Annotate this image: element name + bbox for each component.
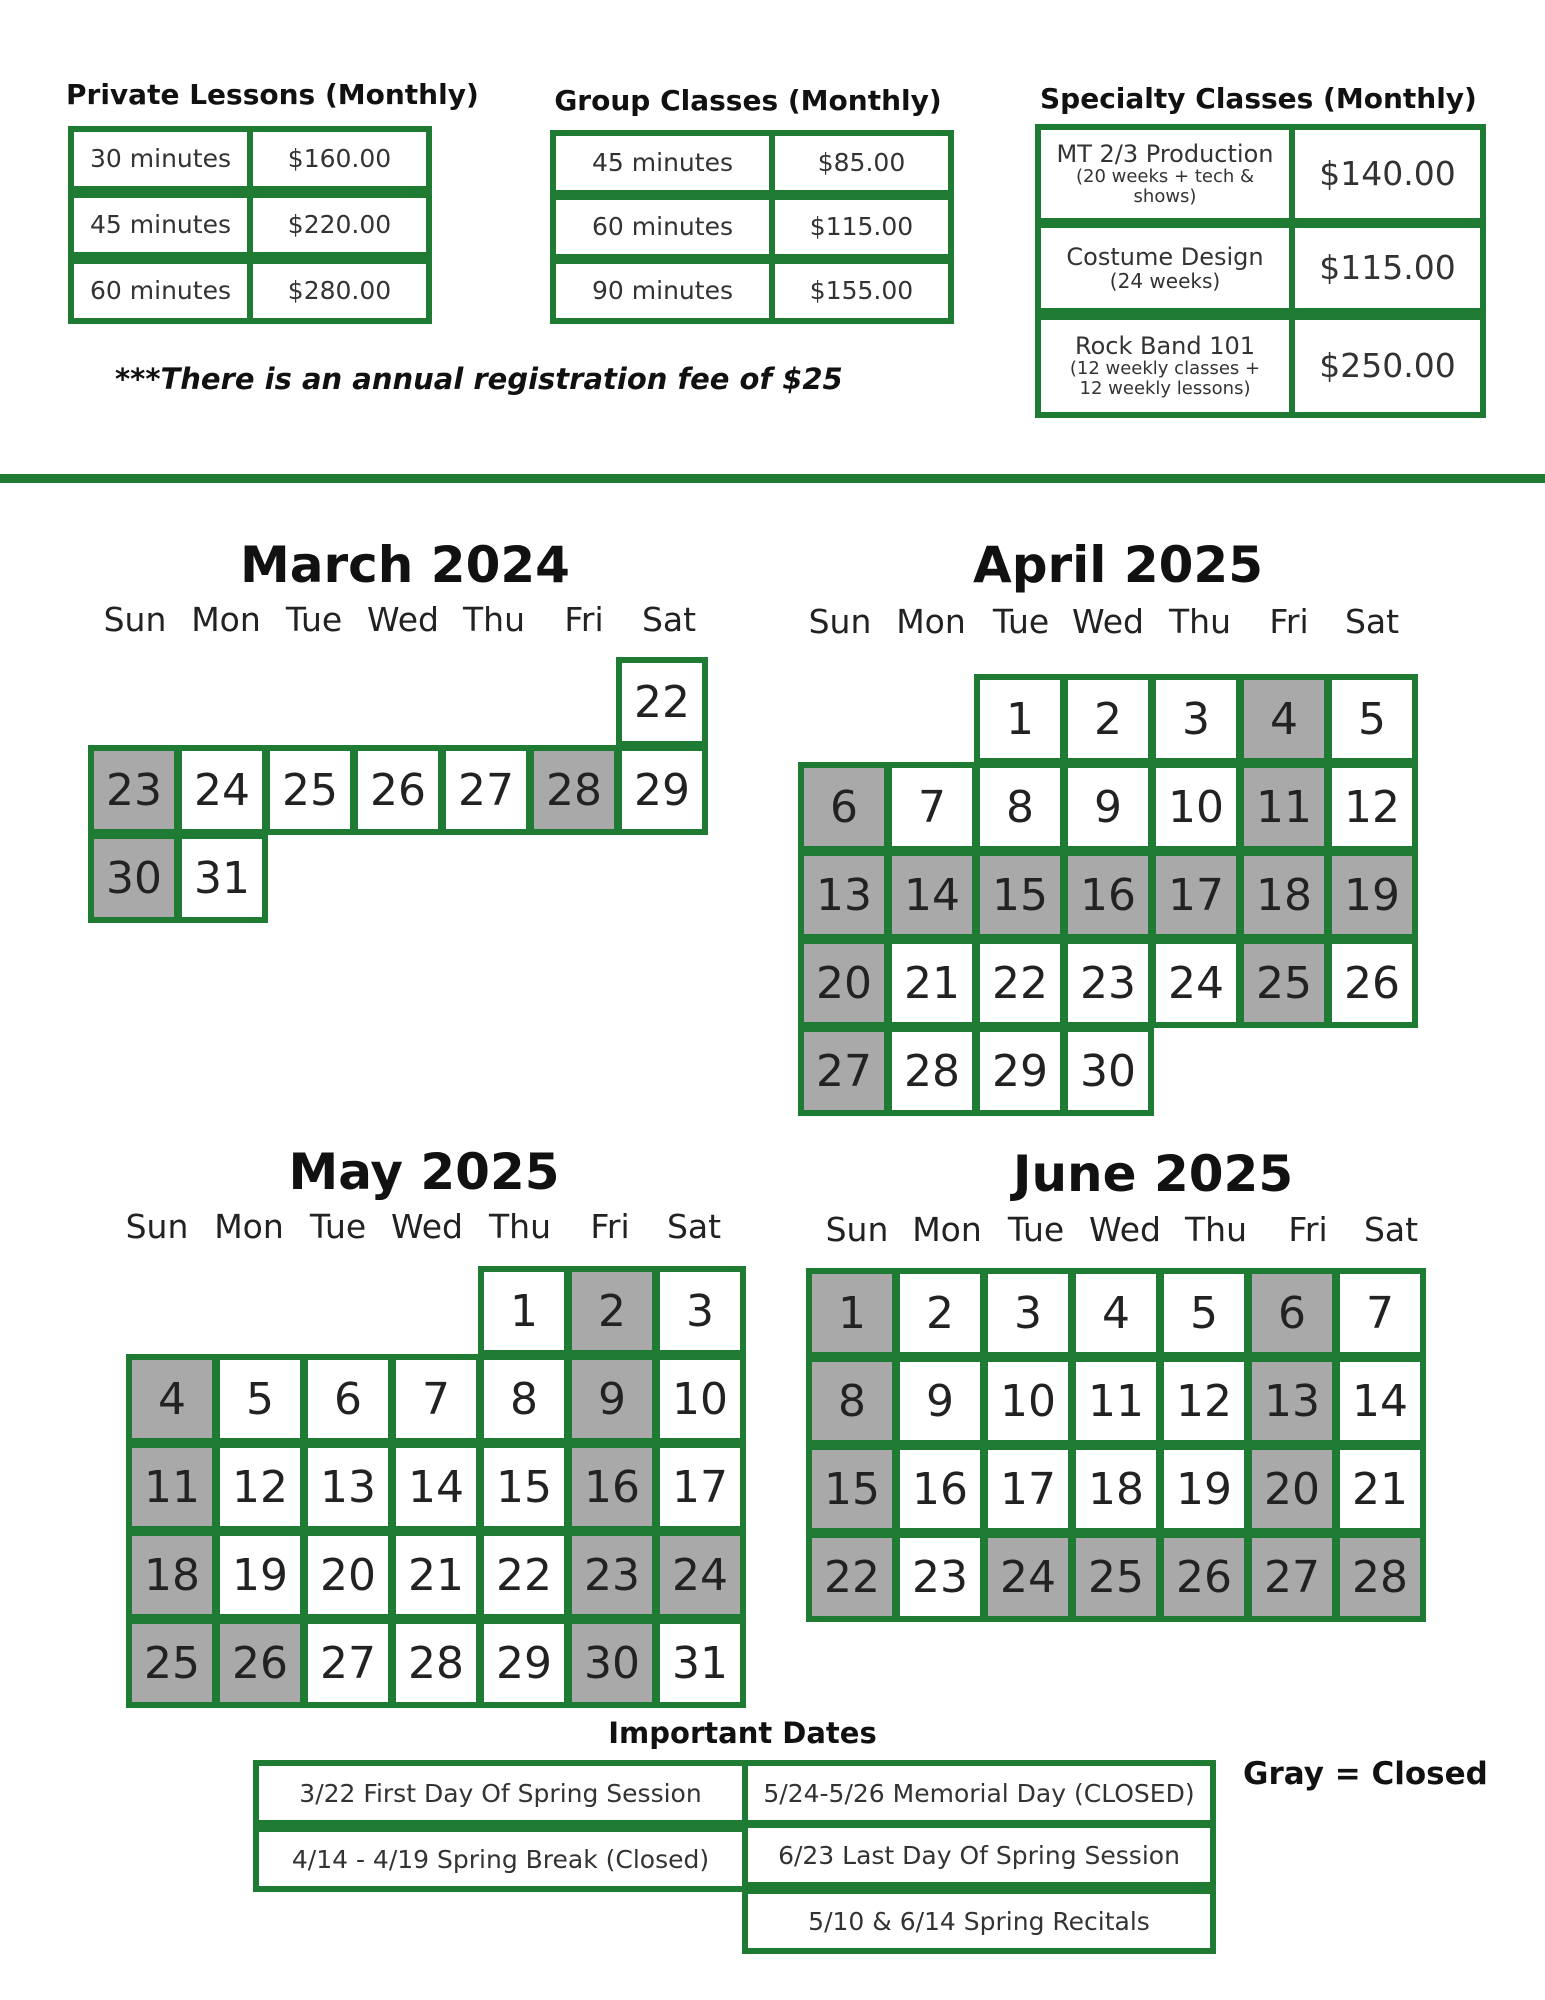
- day-cell-closed: 16: [566, 1442, 658, 1532]
- private-lessons-title: Private Lessons (Monthly): [66, 78, 479, 111]
- specialty-name-cell: [1035, 124, 1295, 224]
- weekday-label: Fri: [1288, 1210, 1328, 1249]
- group-classes-title: Group Classes (Monthly): [554, 84, 942, 117]
- day-cell: 5: [214, 1354, 306, 1444]
- day-cell-closed: 23: [566, 1530, 658, 1620]
- weekday-label: Thu: [1185, 1210, 1247, 1249]
- day-cell-closed: 14: [886, 850, 978, 940]
- important-date-item: 4/14 - 4/19 Spring Break (Closed): [253, 1826, 748, 1892]
- day-cell: 13: [302, 1442, 394, 1532]
- specialty-note: (24 weeks): [1109, 269, 1221, 294]
- private-price-cell: $160.00: [247, 126, 432, 192]
- day-cell-closed: 24: [654, 1530, 746, 1620]
- day-cell-closed: 11: [126, 1442, 218, 1532]
- day-cell: 22: [974, 938, 1066, 1028]
- day-cell: 22: [616, 657, 708, 747]
- weekday-label: Mon: [912, 1210, 982, 1249]
- weekday-label: Wed: [1089, 1210, 1161, 1249]
- day-cell: 31: [654, 1618, 746, 1708]
- weekday-label: Mon: [214, 1207, 284, 1246]
- day-cell-closed: 20: [798, 938, 890, 1028]
- day-cell: 5: [1158, 1268, 1250, 1358]
- group-price-cell: $155.00: [769, 258, 954, 324]
- private-duration-cell: 30 minutes: [68, 126, 253, 192]
- weekday-label: Tue: [309, 1207, 367, 1246]
- day-cell: 12: [1326, 762, 1418, 852]
- day-cell-closed: 24: [982, 1532, 1074, 1622]
- specialty-classes-title: Specialty Classes (Monthly): [1040, 82, 1477, 115]
- weekday-label: Wed: [367, 600, 439, 639]
- day-cell: 17: [982, 1444, 1074, 1534]
- day-cell-closed: 28: [528, 745, 620, 835]
- day-cell-closed: 17: [1150, 850, 1242, 940]
- weekday-label: Thu: [1169, 602, 1231, 641]
- day-cell-closed: 6: [798, 762, 890, 852]
- day-cell-closed: 23: [88, 745, 180, 835]
- specialty-name: Rock Band 101: [1074, 332, 1256, 360]
- day-cell: 8: [478, 1354, 570, 1444]
- day-cell-closed: 4: [126, 1354, 218, 1444]
- day-cell-closed: 20: [1246, 1444, 1338, 1534]
- group-price-cell: $85.00: [769, 130, 954, 196]
- weekday-label: Thu: [463, 600, 525, 639]
- day-cell-closed: 6: [1246, 1268, 1338, 1358]
- day-cell: 15: [478, 1442, 570, 1532]
- day-cell: 7: [1334, 1268, 1426, 1358]
- day-cell-closed: 25: [1070, 1532, 1162, 1622]
- month-title: May 2025: [288, 1143, 560, 1201]
- weekday-label: Sat: [1344, 602, 1400, 641]
- registration-fee-note: ***There is an annual registration fee of $25: [115, 362, 843, 396]
- weekday-label: Sun: [103, 600, 167, 639]
- weekday-label: Sun: [825, 1210, 889, 1249]
- day-cell: 14: [1334, 1356, 1426, 1446]
- specialty-name: MT 2/3 Production: [1056, 140, 1274, 168]
- day-cell: 7: [390, 1354, 482, 1444]
- weekday-label: Sat: [666, 1207, 722, 1246]
- day-cell: 2: [894, 1268, 986, 1358]
- weekday-label: Fri: [1269, 602, 1309, 641]
- group-duration-cell: 60 minutes: [550, 194, 775, 260]
- day-cell: 3: [654, 1266, 746, 1356]
- day-cell: 8: [974, 762, 1066, 852]
- day-cell: 14: [390, 1442, 482, 1532]
- day-cell: 30: [1062, 1026, 1154, 1116]
- day-cell: 16: [894, 1444, 986, 1534]
- weekday-label: Wed: [391, 1207, 463, 1246]
- weekday-label: Fri: [590, 1207, 630, 1246]
- weekday-label: Mon: [896, 602, 966, 641]
- day-cell: 27: [302, 1618, 394, 1708]
- day-cell: 5: [1326, 674, 1418, 764]
- specialty-note: (12 weekly classes + 12 weekly lessons): [1069, 358, 1261, 400]
- day-cell: 23: [894, 1532, 986, 1622]
- day-cell-closed: 19: [1326, 850, 1418, 940]
- specialty-name-cell: [1035, 314, 1295, 418]
- day-cell-closed: 26: [1158, 1532, 1250, 1622]
- day-cell: 29: [974, 1026, 1066, 1116]
- day-cell-closed: 30: [566, 1618, 658, 1708]
- day-cell: 29: [478, 1618, 570, 1708]
- day-cell-closed: 18: [126, 1530, 218, 1620]
- day-cell-closed: 13: [798, 850, 890, 940]
- day-cell: 9: [894, 1356, 986, 1446]
- day-cell: 2: [1062, 674, 1154, 764]
- day-cell: 21: [390, 1530, 482, 1620]
- day-cell-closed: 26: [214, 1618, 306, 1708]
- day-cell: 19: [1158, 1444, 1250, 1534]
- day-cell: 17: [654, 1442, 746, 1532]
- day-cell: 26: [1326, 938, 1418, 1028]
- day-cell: 3: [1150, 674, 1242, 764]
- day-cell-closed: 25: [126, 1618, 218, 1708]
- day-cell: 21: [886, 938, 978, 1028]
- weekday-label: Fri: [564, 600, 604, 639]
- group-duration-cell: 90 minutes: [550, 258, 775, 324]
- day-cell: 24: [1150, 938, 1242, 1028]
- day-cell-closed: 18: [1238, 850, 1330, 940]
- group-price-cell: $115.00: [769, 194, 954, 260]
- day-cell-closed: 15: [974, 850, 1066, 940]
- specialty-price-cell: $250.00: [1289, 314, 1486, 418]
- important-date-item: 3/22 First Day Of Spring Session: [253, 1760, 748, 1826]
- day-cell-closed: 1: [806, 1268, 898, 1358]
- day-cell: 12: [1158, 1356, 1250, 1446]
- private-duration-cell: 60 minutes: [68, 258, 253, 324]
- day-cell: 10: [982, 1356, 1074, 1446]
- day-cell: 6: [302, 1354, 394, 1444]
- private-duration-cell: 45 minutes: [68, 192, 253, 258]
- specialty-price-cell: $140.00: [1289, 124, 1486, 224]
- day-cell: 10: [1150, 762, 1242, 852]
- weekday-label: Tue: [1007, 1210, 1065, 1249]
- day-cell: 20: [302, 1530, 394, 1620]
- day-cell: 27: [440, 745, 532, 835]
- closed-legend: Gray = Closed: [1243, 1756, 1488, 1792]
- day-cell: 23: [1062, 938, 1154, 1028]
- specialty-name-cell: [1035, 222, 1295, 314]
- day-cell-closed: 13: [1246, 1356, 1338, 1446]
- weekday-label: Sun: [808, 602, 872, 641]
- day-cell: 4: [1070, 1268, 1162, 1358]
- day-cell: 29: [616, 745, 708, 835]
- weekday-label: Sun: [125, 1207, 189, 1246]
- weekday-label: Sat: [641, 600, 697, 639]
- weekday-label: Tue: [992, 602, 1050, 641]
- day-cell-closed: 15: [806, 1444, 898, 1534]
- private-price-cell: $280.00: [247, 258, 432, 324]
- day-cell-closed: 27: [798, 1026, 890, 1116]
- weekday-label: Mon: [191, 600, 261, 639]
- day-cell: 28: [886, 1026, 978, 1116]
- day-cell: 3: [982, 1268, 1074, 1358]
- important-dates-title: Important Dates: [608, 1716, 877, 1750]
- day-cell: 24: [176, 745, 268, 835]
- specialty-name: Costume Design: [1066, 242, 1264, 271]
- day-cell: 11: [1070, 1356, 1162, 1446]
- day-cell: 25: [264, 745, 356, 835]
- important-date-item: 6/23 Last Day Of Spring Session: [742, 1822, 1216, 1888]
- day-cell: 12: [214, 1442, 306, 1532]
- day-cell-closed: 8: [806, 1356, 898, 1446]
- specialty-note: (20 weeks + tech & shows): [1075, 166, 1255, 208]
- day-cell-closed: 11: [1238, 762, 1330, 852]
- important-date-item: 5/10 & 6/14 Spring Recitals: [742, 1888, 1216, 1954]
- day-cell-closed: 4: [1238, 674, 1330, 764]
- day-cell-closed: 9: [566, 1354, 658, 1444]
- weekday-label: Tue: [285, 600, 343, 639]
- group-duration-cell: 45 minutes: [550, 130, 775, 196]
- day-cell: 21: [1334, 1444, 1426, 1534]
- weekday-label: Sat: [1363, 1210, 1419, 1249]
- day-cell-closed: 22: [806, 1532, 898, 1622]
- day-cell-closed: 16: [1062, 850, 1154, 940]
- day-cell: 19: [214, 1530, 306, 1620]
- important-date-item: 5/24-5/26 Memorial Day (CLOSED): [742, 1760, 1216, 1826]
- month-title: March 2024: [240, 536, 570, 594]
- day-cell: 1: [478, 1266, 570, 1356]
- day-cell: 9: [1062, 762, 1154, 852]
- section-divider: [0, 474, 1545, 483]
- weekday-label: Wed: [1072, 602, 1144, 641]
- day-cell-closed: 2: [566, 1266, 658, 1356]
- day-cell: 18: [1070, 1444, 1162, 1534]
- specialty-price-cell: $115.00: [1289, 222, 1486, 314]
- day-cell-closed: 30: [88, 833, 180, 923]
- weekday-label: Thu: [489, 1207, 551, 1246]
- private-price-cell: $220.00: [247, 192, 432, 258]
- day-cell: 10: [654, 1354, 746, 1444]
- month-title: April 2025: [973, 536, 1263, 594]
- day-cell-closed: 27: [1246, 1532, 1338, 1622]
- day-cell: 26: [352, 745, 444, 835]
- day-cell: 22: [478, 1530, 570, 1620]
- day-cell: 1: [974, 674, 1066, 764]
- day-cell: 7: [886, 762, 978, 852]
- day-cell-closed: 25: [1238, 938, 1330, 1028]
- day-cell: 31: [176, 833, 268, 923]
- month-title: June 2025: [1012, 1145, 1294, 1203]
- day-cell-closed: 28: [1334, 1532, 1426, 1622]
- day-cell: 28: [390, 1618, 482, 1708]
